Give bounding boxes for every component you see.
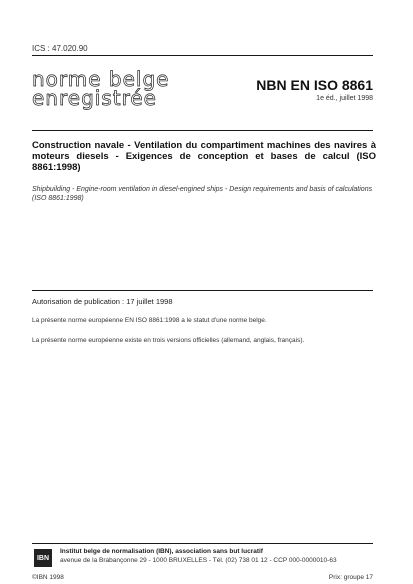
brand-line-2: enregistrée xyxy=(32,86,157,110)
english-title: Shipbuilding - Engine-room ventilation in diesel-engined ships - Design requirements and basis of calculations (ISO 8861:1998) xyxy=(32,186,373,202)
footer-divider xyxy=(32,543,373,544)
brand-wordmark xyxy=(32,67,182,110)
status-paragraph: La présente norme européenne EN ISO 8861:1998 a le statut d'une norme belge. xyxy=(32,317,267,324)
title-divider xyxy=(32,130,373,131)
body-divider xyxy=(32,290,373,291)
brand-line-1: norme belge xyxy=(32,67,170,91)
standard-reference: NBN EN ISO 8861 xyxy=(256,77,373,93)
edition-date: 1e éd., juillet 1998 xyxy=(316,95,373,102)
versions-paragraph: La présente norme européenne existe en trois versions officielles (allemand, anglais, français). xyxy=(32,337,305,344)
institute-name: Institut belge de normalisation (IBN), association sans but lucratif xyxy=(60,548,263,555)
institute-address: avenue de la Brabançonne 29 - 1000 BRUXELLES - Tél. (02) 738 01 12 - CCP 000-0000010-63 xyxy=(60,557,337,564)
price-group: Prix: groupe 17 xyxy=(328,574,373,581)
document-title: Construction navale - Ventilation du compartiment machines des navires à moteurs diesels - Exigences de conception et bases de calcul (ISO 8861:1998) xyxy=(32,140,376,173)
ibn-logo-icon: IBN xyxy=(34,549,52,567)
publication-authorization: Autorisation de publication : 17 juillet 1998 xyxy=(32,297,173,306)
top-divider xyxy=(32,55,373,56)
ics-code: ICS : 47.020.90 xyxy=(32,44,88,53)
copyright: ©IBN 1998 xyxy=(32,574,64,581)
